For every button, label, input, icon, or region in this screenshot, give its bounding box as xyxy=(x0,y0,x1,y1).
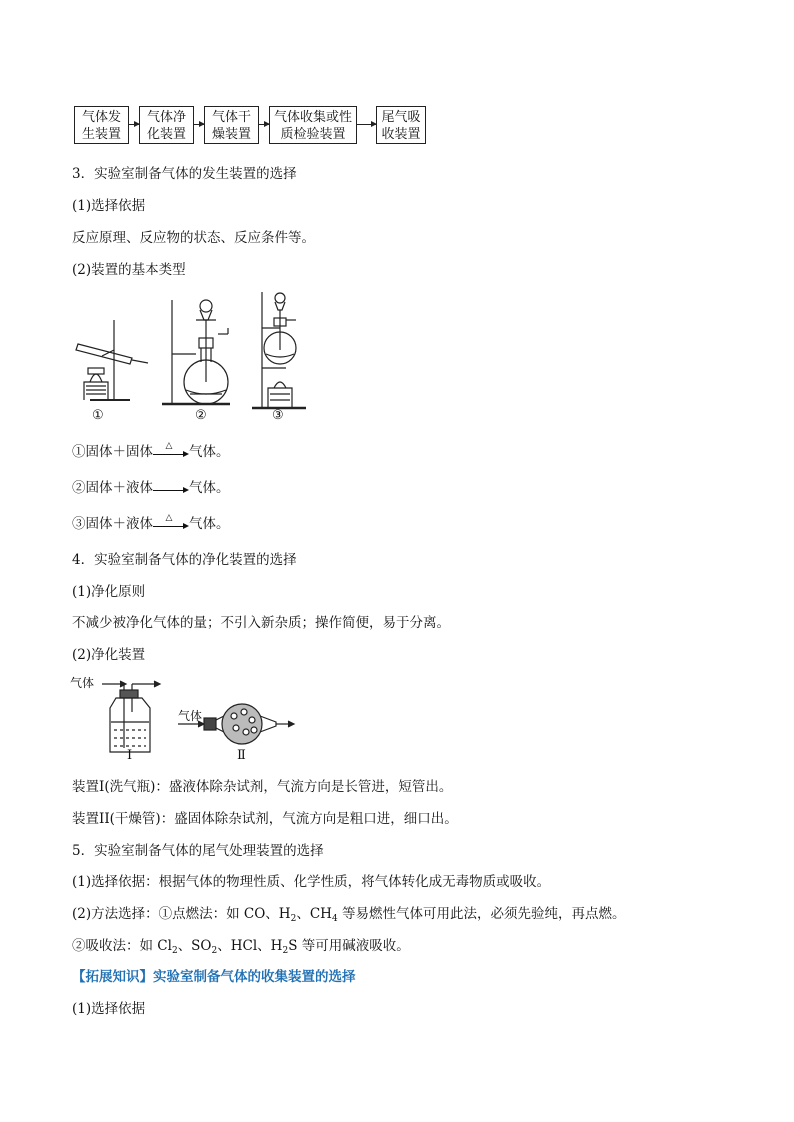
figure-label-i: Ⅰ xyxy=(127,748,133,763)
reaction-arrow-icon xyxy=(153,482,189,496)
equation-3: ③固体＋液体 △ 气体。 xyxy=(72,512,230,532)
section-3-title: 3．实验室制备气体的发生装置的选择 xyxy=(72,166,297,182)
figure-label-ii: Ⅱ xyxy=(237,748,246,763)
flow-arrow xyxy=(259,124,269,125)
basis-text: 反应原理、反应物的状态、反应条件等。 xyxy=(72,230,315,246)
absorption-method-text: ②吸收法：如 $Cl_2$、$SO_2$、HCl、$H_2S$ 等可用碱液吸收。 xyxy=(72,938,410,956)
flow-arrow xyxy=(129,124,139,125)
section-4-title: 4．实验室制备气体的净化装置的选择 xyxy=(72,552,297,568)
types-label: (2)装置的基本类型 xyxy=(72,262,186,278)
equation-2: ②固体＋液体 气体。 xyxy=(72,480,230,496)
reaction-arrow-icon: △ xyxy=(153,446,189,460)
flow-box-generation: 气体发 生装置 xyxy=(74,106,129,144)
flow-box-tail-gas: 尾气吸 收装置 xyxy=(376,106,426,144)
gas-label-2: 气体 xyxy=(178,709,203,723)
figure-label-1: ① xyxy=(92,408,104,423)
gas-label-1: 气体 xyxy=(70,676,95,690)
principle-text: 不减少被净化气体的量；不引入新杂质；操作简便，易于分离。 xyxy=(72,615,450,631)
tail-basis-text: (1)选择依据：根据气体的物理性质、化学性质，将气体转化成无毒物质或吸收。 xyxy=(72,874,551,890)
figure-label-3: ③ xyxy=(272,408,284,423)
flow-box-purification: 气体净 化装置 xyxy=(139,106,194,144)
device-label: (2)净化装置 xyxy=(72,647,146,663)
equation-1: ①固体＋固体 △ 气体。 xyxy=(72,440,230,460)
flow-arrow xyxy=(194,124,204,125)
section-5-title: 5．实验室制备气体的尾气处理装置的选择 xyxy=(72,843,324,859)
device-2-text: 装置II(干燥管)：盛固体除杂试剂，气流方向是粗口进，细口出。 xyxy=(72,811,458,827)
figure-label-2: ② xyxy=(195,408,207,423)
flow-arrow xyxy=(357,124,376,125)
flow-box-collection: 气体收集或性 质检验装置 xyxy=(269,106,357,144)
reaction-arrow-icon: △ xyxy=(153,518,189,532)
basis-label: (1)选择依据 xyxy=(72,198,146,214)
device-1-text: 装置I(洗气瓶)：盛液体除杂试剂，气流方向是长管进，短管出。 xyxy=(72,779,453,795)
extension-basis-label: (1)选择依据 xyxy=(72,1001,146,1017)
combustion-method-text: (2)方法选择：①点燃法：如 CO、$H_2$、$CH_4$ 等易燃性气体可用此法，必须先验纯，再点燃。 xyxy=(72,906,626,924)
flow-box-drying: 气体干 燥装置 xyxy=(204,106,259,144)
principle-label: (1)净化原则 xyxy=(72,584,146,600)
extension-heading: 【拓展知识】实验室制备气体的收集装置的选择 xyxy=(72,969,356,985)
